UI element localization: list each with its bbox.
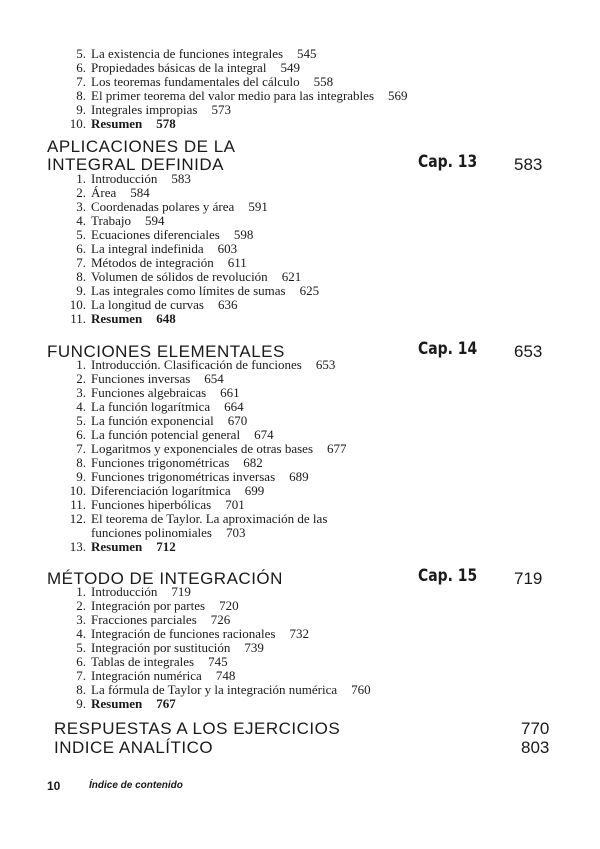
toc-entry: 1. Introducción. Clasificación de funciones 653	[76, 357, 336, 372]
toc-entry: 3. Fracciones parciales 726	[76, 612, 231, 627]
toc-entry: 5. La existencia de funciones integrales 545	[76, 46, 317, 61]
toc-entry: 4. La función logarítmica 664	[76, 399, 244, 414]
toc-entry: 5. Integración por sustitución 739	[76, 640, 264, 655]
toc-entry-summary: 11. Resumen 648	[70, 311, 176, 326]
answers-title: RESPUESTAS A LOS EJERCICIOS	[54, 719, 341, 738]
toc-entry: 8. La fórmula de Taylor y la integración numérica 760	[76, 682, 371, 697]
index-page: 803	[521, 738, 550, 757]
toc-entry: 4. Integración de funciones racionales 732	[76, 626, 309, 641]
toc-entry: 9. Funciones trigonométricas inversas 689	[76, 469, 309, 484]
toc-entry: 8. El primer teorema del valor medio para las integrables 569	[76, 88, 408, 103]
toc-entry: 6. Propiedades básicas de la integral 549	[76, 60, 300, 75]
chapter-13-page: 583	[514, 155, 543, 174]
toc-entry: 7. Logaritmos y exponenciales de otras bases 677	[76, 441, 347, 456]
toc-entry: 8. Funciones trigonométricas 682	[76, 455, 263, 470]
answers-page: 770	[521, 719, 550, 738]
toc-entry: 4. Trabajo 594	[76, 213, 165, 228]
chapter-14-page: 653	[514, 342, 543, 361]
toc-entry: 6. La función potencial general 674	[76, 427, 274, 442]
toc-entry: 3. Funciones algebraicas 661	[76, 385, 240, 400]
chapter-13-title-line1: APLICACIONES DE LA	[47, 137, 236, 156]
toc-entry-summary: 10. Resumen 578	[69, 116, 176, 131]
chapter-13-title-line2: INTEGRAL DEFINIDA	[47, 155, 224, 174]
index-title: INDICE ANALÍTICO	[54, 738, 214, 757]
toc-entry: 2. Funciones inversas 654	[76, 371, 224, 386]
toc-entry: 11. Funciones hiperbólicas 701	[70, 497, 245, 512]
toc-entry: 3. Coordenadas polares y área 591	[76, 199, 268, 214]
toc-entry: 1. Introducción 583	[76, 171, 191, 186]
chapter-15-title: MÉTODO DE INTEGRACIÓN	[47, 569, 283, 588]
toc-entry: 9. Integrales impropias 573	[76, 102, 231, 117]
toc-entry: 7. Métodos de integración 611	[76, 255, 247, 270]
toc-entry: 8. Volumen de sólidos de revolución 621	[76, 269, 302, 284]
footer-page-number: 10	[47, 779, 61, 793]
chapter-15-label: Cap. 15	[418, 566, 478, 586]
toc-entry: 2. Integración por partes 720	[76, 598, 239, 613]
toc-entry: 10. La longitud de curvas 636	[69, 297, 238, 312]
chapter-14-title: FUNCIONES ELEMENTALES	[47, 342, 285, 361]
toc-entry-summary: 9. Resumen 767	[76, 696, 176, 711]
toc-entry: 12. El teorema de Taylor. La aproximación de las	[69, 511, 328, 526]
toc-entry: 10. Diferenciación logarítmica 699	[69, 483, 265, 498]
toc-entry: 7. Los teoremas fundamentales del cálculo 558	[76, 74, 334, 89]
toc-entry: 1. Introducción 719	[76, 584, 191, 599]
toc-entry: 9. Las integrales como límites de sumas 625	[76, 283, 320, 298]
toc-entry-summary: 13. Resumen 712	[69, 539, 176, 554]
toc-entry-continuation: funciones polinomiales 703	[91, 525, 246, 540]
toc-entry: 7. Integración numérica 748	[76, 668, 236, 683]
chapter-15-page: 719	[514, 569, 543, 588]
toc-entry: 5. La función exponencial 670	[76, 413, 248, 428]
chapter-14-label: Cap. 14	[418, 339, 478, 359]
toc-entry: 6. La integral indefinida 603	[76, 241, 238, 256]
footer-label: Índice de contenido	[89, 780, 183, 791]
toc-entry: 5. Ecuaciones diferenciales 598	[76, 227, 254, 242]
toc-entry: 6. Tablas de integrales 745	[76, 654, 228, 669]
toc-entry: 2. Área 584	[76, 185, 150, 200]
chapter-13-label: Cap. 13	[418, 152, 478, 172]
